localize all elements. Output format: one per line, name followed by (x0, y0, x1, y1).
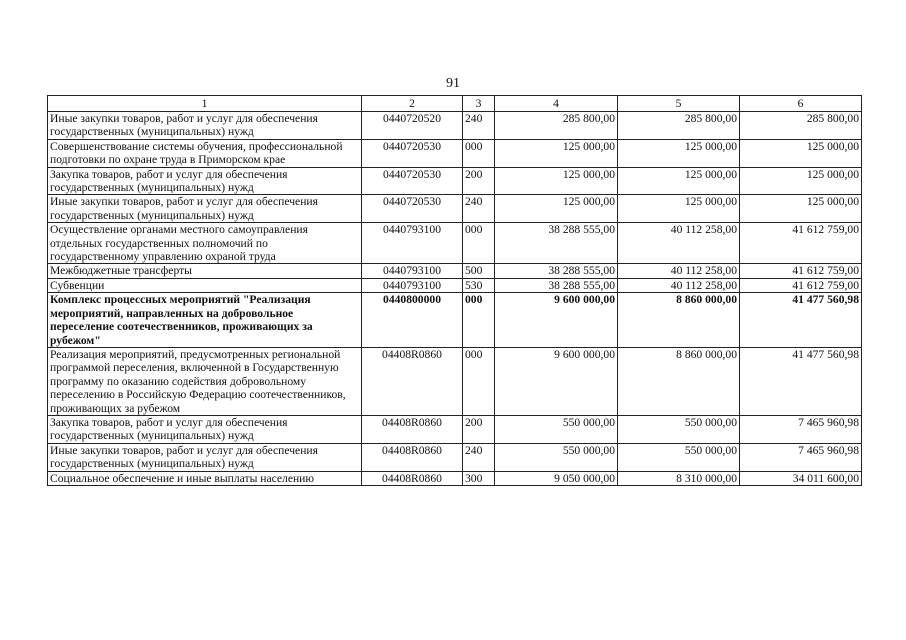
row-code-cell: 04408R0860 (362, 443, 463, 471)
row-amount-cell-6: 125 000,00 (740, 167, 862, 195)
row-code-cell: 0440793100 (362, 278, 463, 292)
row-code-cell: 0440720530 (362, 139, 463, 167)
table-row (48, 347, 862, 415)
row-name-cell: Иные закупки товаров, работ и услуг для обеспечения государственных (муниципальных) нужд (48, 112, 362, 140)
row-code-cell: 04408R0860 (362, 471, 463, 485)
row-type-cell: 530 (463, 278, 495, 292)
row-name-cell: Совершенствование системы обучения, профессиональной подготовки по охране труда в Приморском крае (48, 139, 362, 167)
row-amount-cell-4: 550 000,00 (495, 443, 618, 471)
row-code-cell: 0440800000 (362, 293, 463, 348)
row-amount-cell-4: 550 000,00 (495, 415, 618, 443)
row-type-cell: 240 (463, 195, 495, 223)
row-type-cell: 000 (463, 223, 495, 264)
header-row (48, 96, 862, 112)
table-row (48, 415, 862, 443)
header-cell-6: 6 (740, 96, 862, 112)
row-name-cell: Закупка товаров, работ и услуг для обеспечения государственных (муниципальных) нужд (48, 167, 362, 195)
row-amount-cell-4: 9 050 000,00 (495, 471, 618, 485)
table-row (48, 264, 862, 278)
row-type-cell: 200 (463, 167, 495, 195)
row-amount-cell-4: 125 000,00 (495, 195, 618, 223)
row-amount-cell-5: 40 112 258,00 (618, 278, 740, 292)
row-name-cell: Иные закупки товаров, работ и услуг для обеспечения государственных (муниципальных) нужд (48, 443, 362, 471)
table-row (48, 443, 862, 471)
row-name-cell: Закупка товаров, работ и услуг для обеспечения государственных (муниципальных) нужд (48, 415, 362, 443)
row-type-cell: 300 (463, 471, 495, 485)
budget-table (47, 95, 862, 486)
row-code-cell: 04408R0860 (362, 347, 463, 415)
row-name-cell: Осуществление органами местного самоуправления отдельных государственных полномочий по государственному управлению охраной труда (48, 223, 362, 264)
table-row (48, 195, 862, 223)
row-type-cell: 000 (463, 139, 495, 167)
table-row (48, 139, 862, 167)
row-name-cell: Социальное обеспечение и иные выплаты населению (48, 471, 362, 485)
row-name-cell: Межбюджетные трансферты (48, 264, 362, 278)
table-row (48, 167, 862, 195)
row-code-cell: 0440793100 (362, 223, 463, 264)
table-row (48, 278, 862, 292)
row-amount-cell-5: 125 000,00 (618, 195, 740, 223)
row-name-cell: Реализация мероприятий, предусмотренных региональной программой переселения, включенной в Государственную программу по оказанию содействия добровольному переселению в Российскую Федерацию соотечественников, проживающих за рубежом (48, 347, 362, 415)
row-amount-cell-6: 7 465 960,98 (740, 443, 862, 471)
row-amount-cell-5: 125 000,00 (618, 167, 740, 195)
row-amount-cell-4: 38 288 555,00 (495, 264, 618, 278)
row-amount-cell-4: 125 000,00 (495, 139, 618, 167)
row-amount-cell-5: 550 000,00 (618, 443, 740, 471)
row-amount-cell-5: 8 860 000,00 (618, 347, 740, 415)
row-amount-cell-4: 9 600 000,00 (495, 293, 618, 348)
page-number: 91 (446, 76, 460, 91)
row-amount-cell-6: 41 477 560,98 (740, 293, 862, 348)
row-amount-cell-4: 125 000,00 (495, 167, 618, 195)
row-amount-cell-4: 9 600 000,00 (495, 347, 618, 415)
row-amount-cell-6: 41 612 759,00 (740, 278, 862, 292)
row-amount-cell-6: 125 000,00 (740, 195, 862, 223)
row-type-cell: 500 (463, 264, 495, 278)
row-amount-cell-5: 8 860 000,00 (618, 293, 740, 348)
table-body (48, 96, 862, 486)
row-code-cell: 04408R0860 (362, 415, 463, 443)
row-amount-cell-5: 40 112 258,00 (618, 223, 740, 264)
row-code-cell: 0440720530 (362, 195, 463, 223)
row-amount-cell-6: 125 000,00 (740, 139, 862, 167)
row-code-cell: 0440720530 (362, 167, 463, 195)
table-row (48, 112, 862, 140)
row-amount-cell-5: 40 112 258,00 (618, 264, 740, 278)
row-amount-cell-6: 285 800,00 (740, 112, 862, 140)
row-amount-cell-5: 285 800,00 (618, 112, 740, 140)
row-name-cell: Комплекс процессных мероприятий "Реализация мероприятий, направленных на добровольное переселение соотечественников, проживающих за рубежом" (48, 293, 362, 348)
row-type-cell: 000 (463, 347, 495, 415)
row-type-cell: 240 (463, 443, 495, 471)
header-cell-5: 5 (618, 96, 740, 112)
row-code-cell: 0440793100 (362, 264, 463, 278)
row-amount-cell-6: 41 612 759,00 (740, 223, 862, 264)
row-amount-cell-5: 8 310 000,00 (618, 471, 740, 485)
row-amount-cell-4: 38 288 555,00 (495, 223, 618, 264)
table-row (48, 293, 862, 348)
header-cell-4: 4 (495, 96, 618, 112)
row-amount-cell-5: 550 000,00 (618, 415, 740, 443)
row-amount-cell-6: 41 612 759,00 (740, 264, 862, 278)
row-type-cell: 000 (463, 293, 495, 348)
table-row (48, 471, 862, 485)
row-amount-cell-4: 285 800,00 (495, 112, 618, 140)
table-row (48, 223, 862, 264)
row-amount-cell-6: 41 477 560,98 (740, 347, 862, 415)
row-type-cell: 200 (463, 415, 495, 443)
header-cell-2: 2 (362, 96, 463, 112)
row-name-cell: Иные закупки товаров, работ и услуг для обеспечения государственных (муниципальных) нужд (48, 195, 362, 223)
row-code-cell: 0440720520 (362, 112, 463, 140)
row-name-cell: Субвенции (48, 278, 362, 292)
row-type-cell: 240 (463, 112, 495, 140)
row-amount-cell-5: 125 000,00 (618, 139, 740, 167)
header-cell-3: 3 (463, 96, 495, 112)
header-cell-1: 1 (48, 96, 362, 112)
row-amount-cell-6: 34 011 600,00 (740, 471, 862, 485)
row-amount-cell-4: 38 288 555,00 (495, 278, 618, 292)
row-amount-cell-6: 7 465 960,98 (740, 415, 862, 443)
